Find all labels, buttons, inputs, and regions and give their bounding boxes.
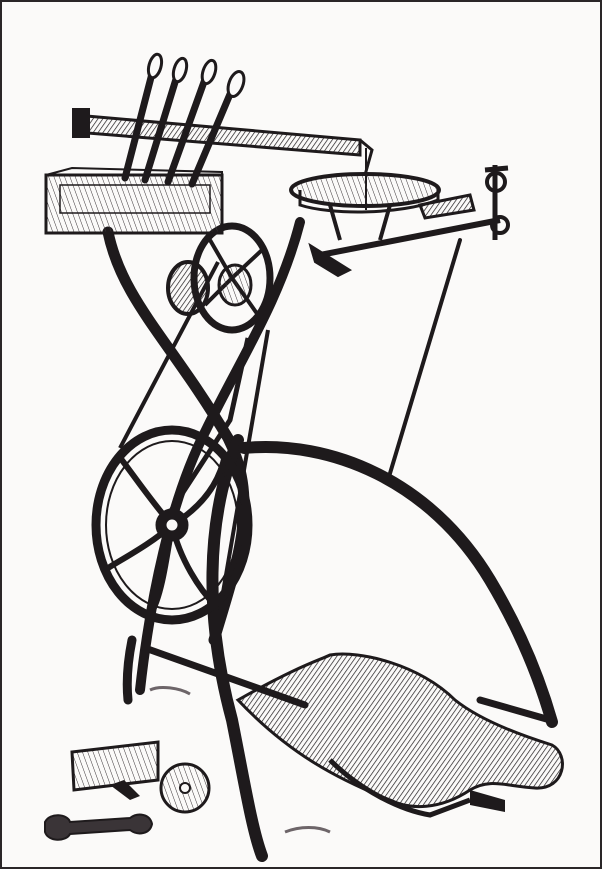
saw-table — [291, 174, 439, 240]
sanding-block — [72, 742, 158, 790]
treadle-pedal — [238, 654, 562, 815]
tool-handles — [125, 53, 247, 184]
upper-pulley — [168, 226, 270, 330]
wrench — [45, 815, 152, 840]
